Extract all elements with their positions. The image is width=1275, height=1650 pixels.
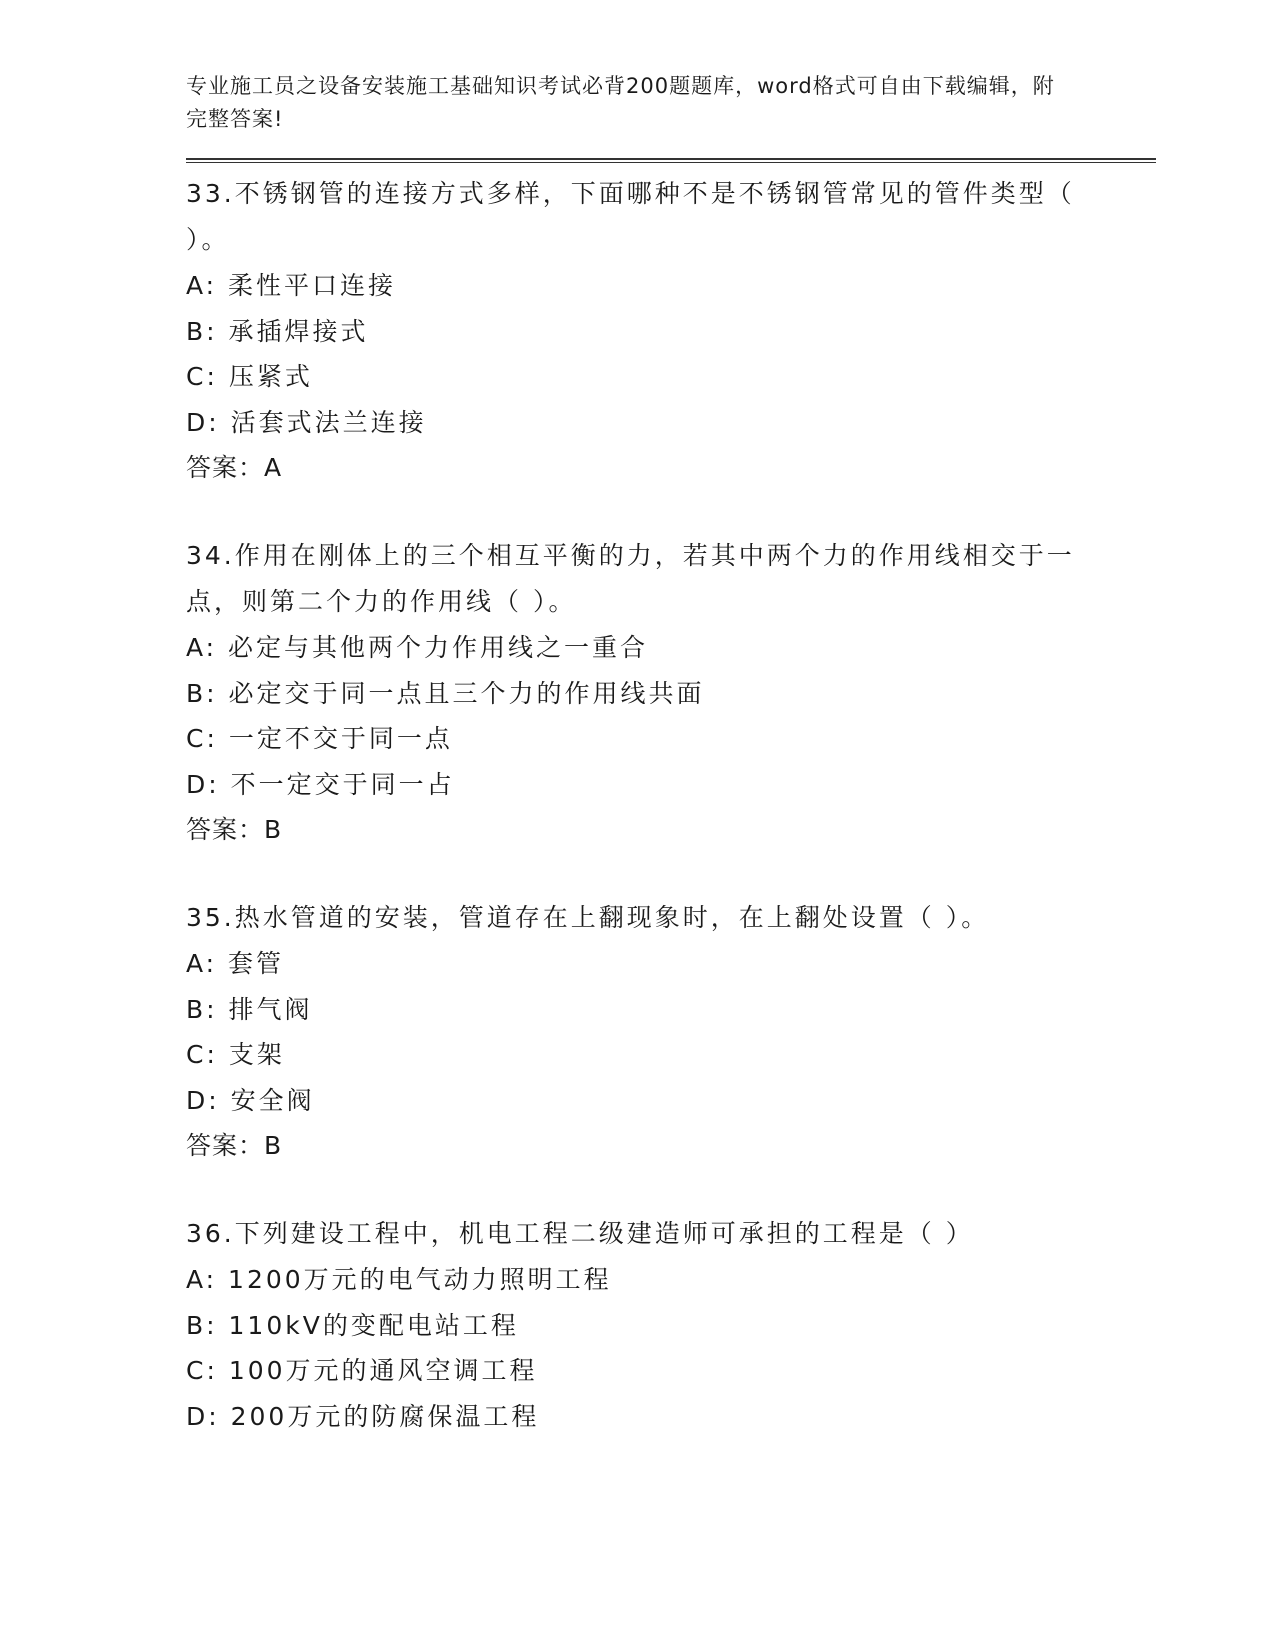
option-c: C: 压紧式 bbox=[186, 362, 313, 391]
question-35 bbox=[186, 895, 1156, 1168]
option-a: A: 1200万元的电气动力照明工程 bbox=[186, 1265, 612, 1294]
option-d: D: 不一定交于同一占 bbox=[186, 769, 455, 799]
answer-text: 答案：B bbox=[186, 815, 283, 844]
question-stem: 33.不锈钢管的连接方式多样，下面哪种不是不锈钢管常见的管件类型（ ）。 bbox=[186, 179, 1075, 254]
option-b: B: 110kV的变配电站工程 bbox=[186, 1310, 519, 1340]
option-c: C: 一定不交于同一点 bbox=[186, 724, 453, 753]
question-list bbox=[186, 171, 1156, 1439]
option-d: D: 活套式法兰连接 bbox=[186, 407, 427, 437]
question-stem: 35.热水管道的安装，管道存在上翻现象时，在上翻处设置（ ）。 bbox=[186, 903, 990, 932]
option-c: C: 支架 bbox=[186, 1040, 285, 1069]
option-c: C: 100万元的通风空调工程 bbox=[186, 1356, 538, 1385]
question-34 bbox=[186, 533, 1156, 852]
option-b: B: 承插焊接式 bbox=[186, 316, 369, 346]
option-b: B: 排气阀 bbox=[186, 994, 313, 1024]
question-36 bbox=[186, 1211, 1156, 1439]
option-b: B: 必定交于同一点且三个力的作用线共面 bbox=[186, 678, 705, 708]
document-page bbox=[186, 70, 1156, 1482]
option-d: D: 200万元的防腐保温工程 bbox=[186, 1401, 540, 1431]
option-a: A: 必定与其他两个力作用线之一重合 bbox=[186, 633, 649, 662]
answer-text: 答案：B bbox=[186, 1131, 283, 1160]
question-33 bbox=[186, 171, 1156, 490]
option-a: A: 套管 bbox=[186, 949, 285, 978]
option-a: A: 柔性平口连接 bbox=[186, 271, 397, 300]
option-d: D: 安全阀 bbox=[186, 1085, 315, 1115]
answer-text: 答案：A bbox=[186, 453, 283, 482]
question-stem: 34.作用在刚体上的三个相互平衡的力，若其中两个力的作用线相交于一点，则第二个力的作用线（ ）。 bbox=[186, 541, 1075, 616]
question-stem: 36.下列建设工程中，机电工程二级建造师可承担的工程是（ ） bbox=[186, 1219, 974, 1248]
header-divider bbox=[186, 158, 1156, 163]
document-header: 专业施工员之设备安装施工基础知识考试必背200题题库，word格式可自由下载编辑，附完整答案! bbox=[186, 74, 1055, 131]
